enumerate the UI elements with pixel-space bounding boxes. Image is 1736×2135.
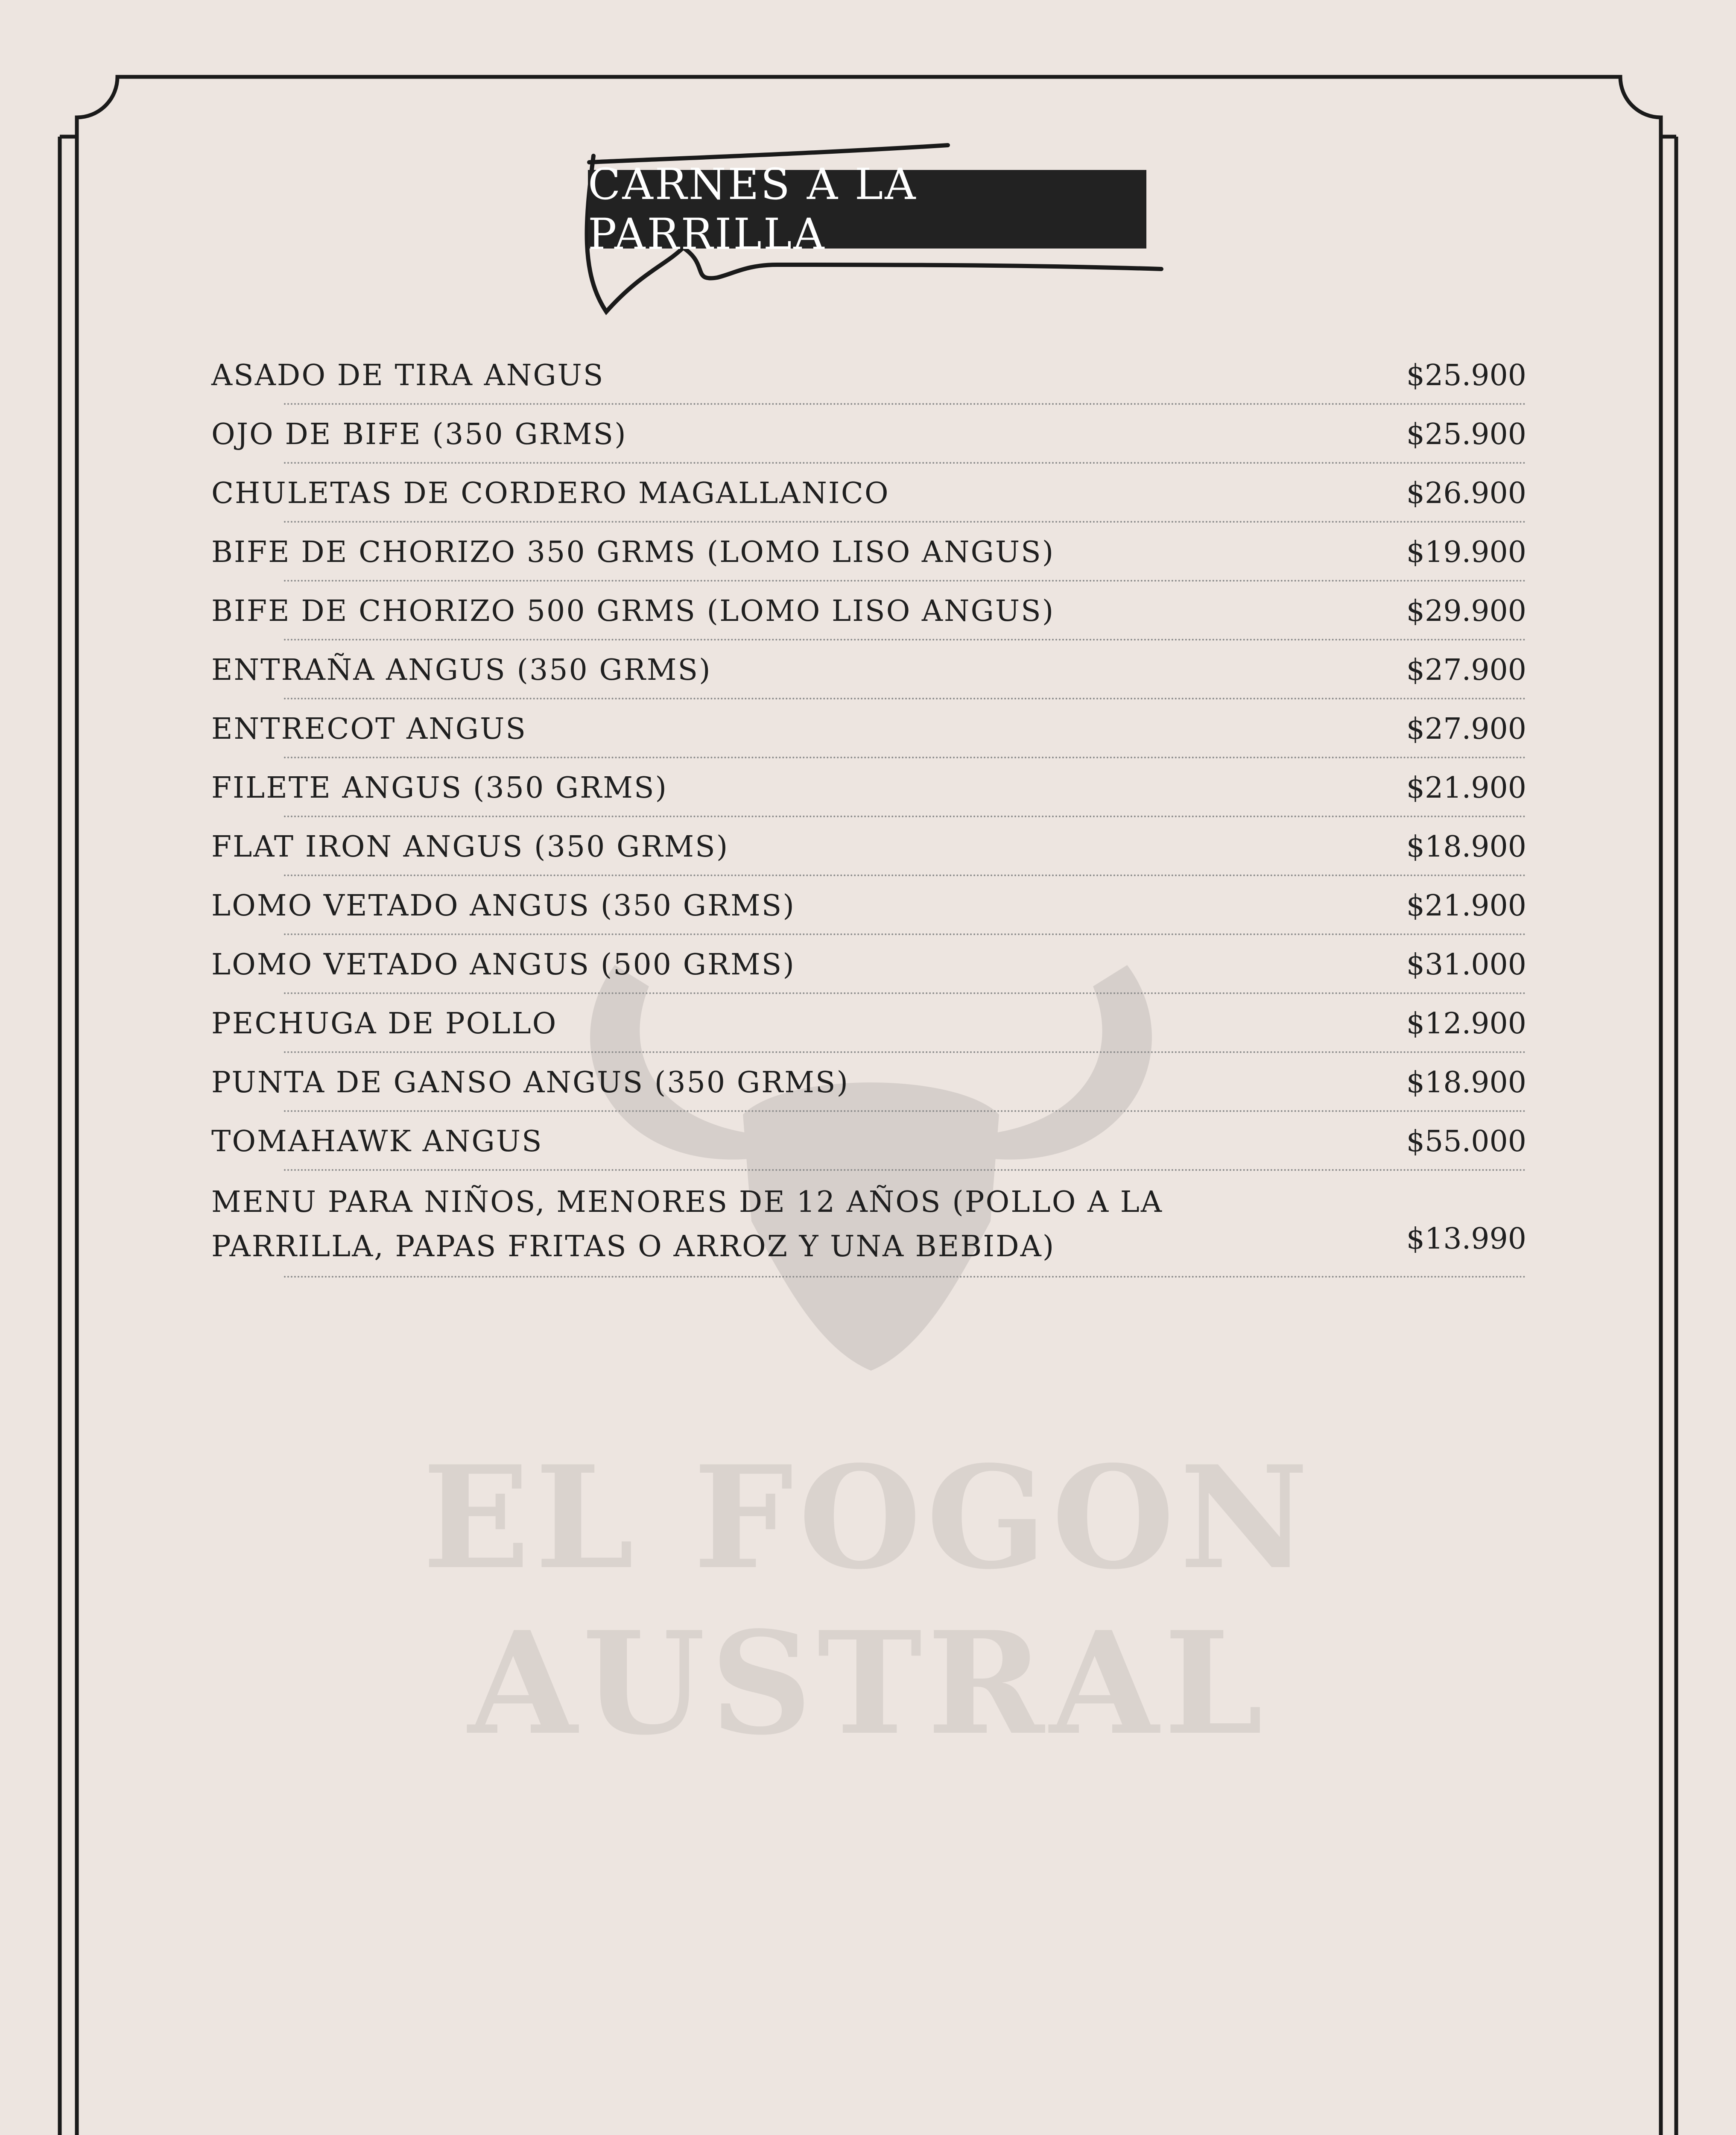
- menu-item-name: LOMO VETADO ANGUS (350 GRMS): [211, 889, 795, 923]
- menu-item-name: BIFE DE CHORIZO 350 GRMS (LOMO LISO ANGUS): [211, 535, 1055, 569]
- menu-item-name: FILETE ANGUS (350 GRMS): [211, 771, 668, 805]
- menu-item-name: MENU PARA NIÑOS, MENORES DE 12 AÑOS (POLLO A LA PARRILLA, PAPAS FRITAS O ARROZ Y UNA BEBIDA): [211, 1185, 1163, 1263]
- menu-item: [209, 763, 1526, 822]
- dotted-leader-line: [284, 1110, 1526, 1112]
- menu-item-price: $27.900: [1406, 712, 1526, 746]
- menu-item: [209, 468, 1526, 527]
- menu-item-name: OJO DE BIFE (350 GRMS): [211, 418, 627, 451]
- menu-item-name: ENTRECOT ANGUS: [211, 712, 527, 746]
- menu-item-price: $31.000: [1406, 948, 1526, 982]
- dotted-leader-line: [284, 1169, 1526, 1171]
- menu-item-name: FLAT IRON ANGUS (350 GRMS): [211, 830, 729, 864]
- dotted-leader-line: [284, 816, 1526, 817]
- menu-item: [209, 527, 1526, 586]
- dotted-leader-line: [284, 639, 1526, 640]
- brand-watermark-text: EL FOGON AUSTRAL: [422, 1435, 1314, 1766]
- dotted-leader-line: [284, 1051, 1526, 1053]
- menu-list: [209, 350, 1526, 1282]
- menu-item-name: PECHUGA DE POLLO: [211, 1007, 558, 1041]
- menu-item-price: $29.900: [1406, 594, 1526, 628]
- menu-item-price: $19.900: [1406, 535, 1526, 569]
- menu-item: [209, 1116, 1526, 1175]
- menu-item: [209, 880, 1526, 939]
- menu-item-price: $13.990: [1406, 1222, 1526, 1256]
- menu-item-price: $55.000: [1406, 1125, 1526, 1158]
- menu-item: [209, 409, 1526, 468]
- menu-item: [209, 998, 1526, 1057]
- menu-item: [209, 350, 1526, 409]
- dotted-leader-line: [284, 992, 1526, 994]
- menu-item: [209, 822, 1526, 880]
- menu-item-price: $21.900: [1406, 889, 1526, 923]
- menu-item-price: $12.900: [1406, 1007, 1526, 1041]
- dotted-leader-line: [284, 580, 1526, 582]
- dotted-leader-line: [284, 757, 1526, 758]
- menu-item: [209, 1057, 1526, 1116]
- menu-item-name: ENTRAÑA ANGUS (350 GRMS): [211, 653, 712, 687]
- menu-item: [209, 939, 1526, 998]
- menu-item-price: $26.900: [1406, 477, 1526, 510]
- menu-item: [209, 704, 1526, 763]
- menu-item-name: PUNTA DE GANSO ANGUS (350 GRMS): [211, 1066, 850, 1100]
- menu-item-name: LOMO VETADO ANGUS (500 GRMS): [211, 948, 795, 982]
- dotted-leader-line: [284, 933, 1526, 935]
- dotted-leader-line: [284, 874, 1526, 876]
- section-title: [588, 159, 1146, 259]
- menu-item: [209, 1175, 1526, 1282]
- dotted-leader-line: [284, 403, 1526, 405]
- dotted-leader-line: [284, 521, 1526, 523]
- section-title-text: CARNES A LA PARRILLA: [588, 159, 918, 259]
- menu-item-name: BIFE DE CHORIZO 500 GRMS (LOMO LISO ANGUS): [211, 594, 1055, 628]
- menu-item: [209, 645, 1526, 704]
- menu-item-price: $25.900: [1406, 418, 1526, 451]
- menu-item-price: $27.900: [1406, 653, 1526, 687]
- menu-item-price: $21.900: [1406, 771, 1526, 805]
- dotted-leader-line: [284, 698, 1526, 699]
- menu-item-name: TOMAHAWK ANGUS: [211, 1125, 543, 1158]
- dotted-leader-line: [284, 1276, 1526, 1278]
- menu-item-price: $18.900: [1406, 830, 1526, 864]
- menu-item-price: $18.900: [1406, 1066, 1526, 1100]
- menu-item-name: ASADO DE TIRA ANGUS: [211, 359, 605, 392]
- dotted-leader-line: [284, 462, 1526, 464]
- menu-item-name: CHULETAS DE CORDERO MAGALLANICO: [211, 477, 890, 510]
- menu-item: [209, 586, 1526, 645]
- menu-item-price: $25.900: [1406, 359, 1526, 392]
